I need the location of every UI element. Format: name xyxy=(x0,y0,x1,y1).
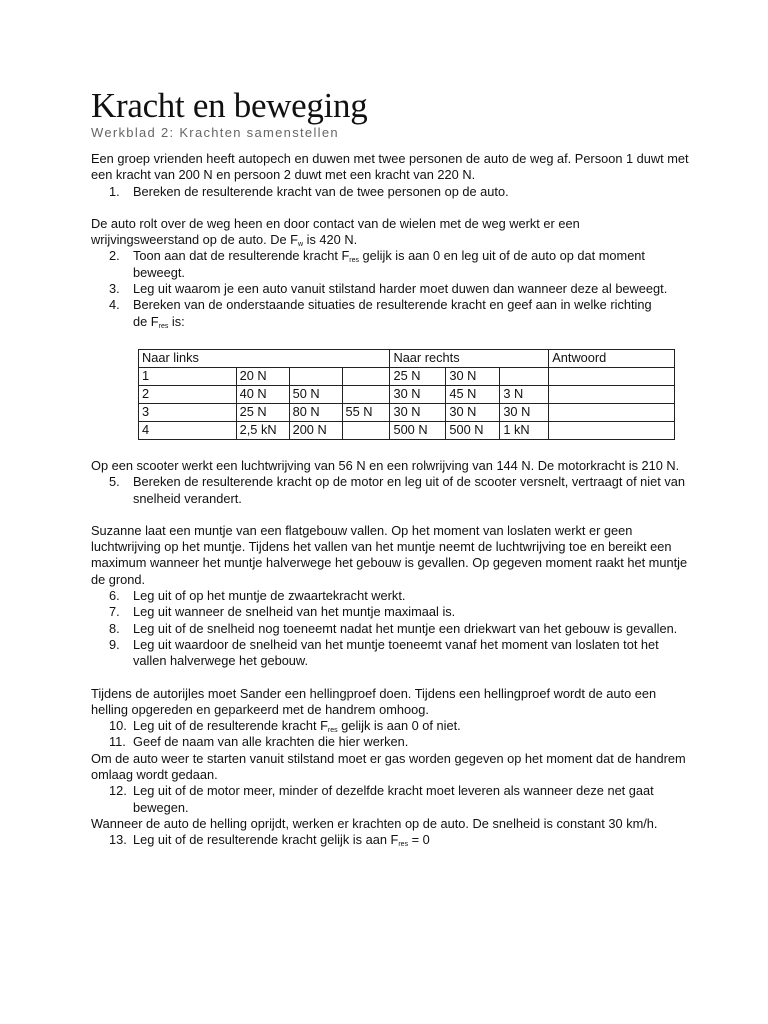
table-cell: 3 xyxy=(139,403,237,421)
question-text: Leg uit waardoor de snelheid van het muntje toeneemt vanaf het moment van loslaten tot het vallen halverwege het gebouw. xyxy=(133,636,659,669)
table-cell: 30 N xyxy=(390,385,446,403)
table-cell: 45 N xyxy=(446,385,500,403)
question-number: 13. xyxy=(109,832,127,848)
table-cell: 30 N xyxy=(446,403,500,421)
answer-cell xyxy=(549,403,675,421)
table-header-row xyxy=(139,349,675,367)
question-text: Leg uit waarom je een auto vanuit stilstand harder moet duwen dan wanneer deze al beweegt. xyxy=(133,281,668,297)
question-6 xyxy=(91,588,691,604)
worksheet-body xyxy=(91,151,691,849)
table-cell xyxy=(342,421,390,439)
question-text: Leg uit of de resulterende kracht gelijk is aan $F_{res} = 0$ xyxy=(133,832,430,849)
page-title: Kracht en beweging xyxy=(91,86,368,125)
question-number: 1. xyxy=(109,183,120,199)
question-7 xyxy=(91,604,691,620)
question-text: Leg uit of de snelheid nog toeneemt nadat het muntje een driekwart van het gebouw is gevallen. xyxy=(133,620,678,636)
intro-paragraph-5: Tijdens de autorijles moet Sander een hellingproef doen. Tijdens een hellingproef wordt de auto een helling opgereden en geparkeerd met de handrem omhoog. xyxy=(91,685,657,717)
table-cell: 50 N xyxy=(289,385,342,403)
table-cell: 1 xyxy=(139,367,237,385)
table-cell: 30 N xyxy=(446,367,500,385)
table-cell xyxy=(342,385,390,403)
question-10 xyxy=(91,718,691,734)
answer-cell xyxy=(549,421,675,439)
question-number: 8. xyxy=(109,620,120,636)
question-number: 3. xyxy=(109,281,120,297)
intro-paragraph-1: Een groep vrienden heeft autopech en duwen met twee personen de auto de weg af. Persoon 1 duwt met een kracht van 200 N en persoon 2 duwt met een kracht van 220 N. xyxy=(91,151,689,183)
intro-paragraph-7: Wanneer de auto de helling oprijdt, werken er krachten op de auto. De snelheid is constant 30 km/h. xyxy=(91,815,658,831)
table-row xyxy=(139,403,675,421)
question-number: 5. xyxy=(109,474,120,490)
table-row xyxy=(139,421,675,439)
question-text-line-2: de $F_{res}$ is: xyxy=(133,313,185,330)
table-row xyxy=(139,385,675,403)
question-text: Leg uit of de motor meer, minder of dezelfde kracht moet leveren als wanneer deze net gaat bewegen. xyxy=(133,783,654,815)
table-cell: 2 xyxy=(139,385,237,403)
question-2 xyxy=(91,248,691,281)
question-12 xyxy=(91,783,691,816)
question-number: 10. xyxy=(109,718,127,734)
question-text: Leg uit of de resulterende kracht $F_{res}$ gelijk is aan 0 of niet. xyxy=(133,718,461,735)
question-11 xyxy=(91,734,691,750)
question-3 xyxy=(91,281,691,297)
table-cell: 3 N xyxy=(500,385,549,403)
question-number: 7. xyxy=(109,604,120,620)
intro-paragraph-6: Om de auto weer te starten vanuit stilstand moet er gas worden gegeven op het moment dat de handrem omlaag wordt gedaan. xyxy=(91,750,686,783)
intro-paragraph-3: Op een scooter werkt een luchtwrijving van 56 N en een rolwrijving van 144 N. De motorkracht is 210 N. xyxy=(91,457,680,473)
question-text: Bereken de resulterende kracht op de motor en leg uit of de scooter versnelt, vertraagt of niet van snelheid verandert. xyxy=(133,474,686,506)
question-number: 9. xyxy=(109,636,120,652)
table-cell: 1 kN xyxy=(500,421,549,439)
table-cell: 20 N xyxy=(236,367,289,385)
intro-paragraph-4: Suzanne laat een muntje van een flatgebouw vallen. Op het moment van loslaten werkt er geen luchtwrijving op het muntje. Tijdens het vallen van het muntje neemt de luchtwrijving toe en bereikt een maximum wanneer het muntje halverwege het gebouw is gevallen. Op gegeven moment raakt het muntje de grond. xyxy=(91,522,688,587)
table-cell: 200 N xyxy=(289,421,342,439)
question-number: 6. xyxy=(109,588,120,604)
answer-cell xyxy=(549,367,675,385)
table-cell: 2,5 kN xyxy=(236,421,289,439)
question-text: Leg uit of op het muntje de zwaartekracht werkt. xyxy=(133,588,406,604)
table-cell: 30 N xyxy=(390,403,446,421)
header-antwoord: Antwoord xyxy=(549,349,675,367)
table-cell: 25 N xyxy=(390,367,446,385)
table-cell xyxy=(500,367,549,385)
question-text: Geef de naam van alle krachten die hier werken. xyxy=(133,734,409,750)
table-cell: 40 N xyxy=(236,385,289,403)
answer-cell xyxy=(549,385,675,403)
question-number: 4. xyxy=(109,297,120,313)
question-text: Leg uit wanneer de snelheid van het muntje maximaal is. xyxy=(133,604,456,620)
table-cell: 500 N xyxy=(390,421,446,439)
table-cell: 30 N xyxy=(500,403,549,421)
question-text: Bereken van de onderstaande situaties de resulterende kracht en geef aan in welke richting xyxy=(133,297,652,313)
table-cell xyxy=(342,367,390,385)
table-cell: 55 N xyxy=(342,403,390,421)
question-number: 2. xyxy=(109,248,120,264)
question-9 xyxy=(91,637,691,670)
header-naar-links: Naar links xyxy=(139,349,390,367)
question-number: 12. xyxy=(109,783,127,799)
question-text: Toon aan dat de resulterende kracht $F_{res}$ gelijk is aan 0 en leg uit of de auto op dat moment beweegt. xyxy=(133,248,645,280)
table-cell xyxy=(289,367,342,385)
question-text: Bereken de resulterende kracht van de twee personen op de auto. xyxy=(133,183,509,199)
table-cell: 80 N xyxy=(289,403,342,421)
page-subtitle: Werkblad 2: Krachten samenstellen xyxy=(91,125,339,140)
forces-table xyxy=(138,349,675,440)
question-1 xyxy=(91,184,691,200)
question-13 xyxy=(91,832,691,848)
header-naar-rechts: Naar rechts xyxy=(390,349,549,367)
table-cell: 500 N xyxy=(446,421,500,439)
table-cell: 4 xyxy=(139,421,237,439)
question-4 xyxy=(91,297,691,330)
question-8 xyxy=(91,621,691,637)
table-row xyxy=(139,367,675,385)
table-cell: 25 N xyxy=(236,403,289,421)
question-number: 11. xyxy=(109,734,126,750)
intro-paragraph-2: De auto rolt over de weg heen en door contact van de wielen met de weg werkt er een wrijvingsweerstand op de auto. De $F_w$ is 420 N. xyxy=(91,215,580,249)
question-5 xyxy=(91,474,691,507)
